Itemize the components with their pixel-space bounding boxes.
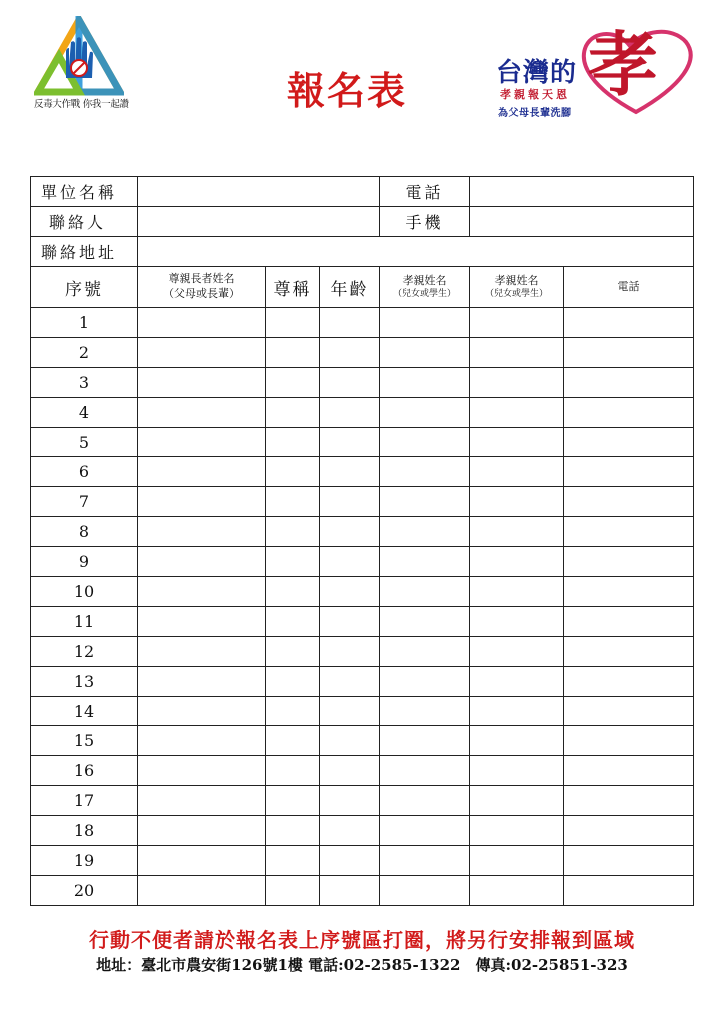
phone-cell[interactable] <box>564 606 694 636</box>
phone-cell[interactable] <box>564 547 694 577</box>
contact-address: 地址：臺北市農安街126號1樓 電話:02-2585-1322 傳真:02-25851-323 <box>96 956 628 974</box>
child-name-a-cell[interactable] <box>380 367 470 397</box>
child-name-a-cell[interactable] <box>380 816 470 846</box>
table-row <box>31 875 694 905</box>
child-name-a-cell[interactable] <box>380 636 470 666</box>
row-number: 18 <box>31 816 138 846</box>
age-cell[interactable] <box>320 308 380 338</box>
row-number: 15 <box>31 726 138 756</box>
accessibility-notice: 行動不便者請於報名表上序號區打圈，將另行安排報到區域 <box>89 928 635 952</box>
age-cell[interactable] <box>320 427 380 457</box>
row-number: 17 <box>31 786 138 816</box>
phone-input[interactable] <box>470 177 694 207</box>
unit-row <box>31 177 694 207</box>
row-number: 6 <box>31 457 138 487</box>
row-number: 1 <box>31 308 138 338</box>
title-cell[interactable] <box>266 875 320 905</box>
table-row <box>31 726 694 756</box>
table-row <box>31 547 694 577</box>
title-cell[interactable] <box>266 367 320 397</box>
seq-header: 序號 <box>31 267 138 308</box>
phone-cell[interactable] <box>564 337 694 367</box>
phone-cell[interactable] <box>564 666 694 696</box>
row-number: 2 <box>31 337 138 367</box>
elder-name-cell[interactable] <box>138 726 266 756</box>
contact-input[interactable] <box>138 207 380 237</box>
contact-label: 聯絡人 <box>31 207 138 237</box>
child-name-a-cell[interactable] <box>380 786 470 816</box>
table-row <box>31 517 694 547</box>
row-number: 8 <box>31 517 138 547</box>
row-number: 10 <box>31 577 138 607</box>
child-name-a-cell[interactable] <box>380 846 470 876</box>
age-cell[interactable] <box>320 547 380 577</box>
filial-piety-logo <box>488 24 700 120</box>
row-number: 14 <box>31 696 138 726</box>
phone-header: 電話 <box>564 267 694 308</box>
child-name-a-cell[interactable] <box>380 397 470 427</box>
child-name-a-cell[interactable] <box>380 457 470 487</box>
child-name-b-cell[interactable] <box>470 726 564 756</box>
title-cell[interactable] <box>266 427 320 457</box>
title-cell[interactable] <box>266 517 320 547</box>
row-number: 7 <box>31 487 138 517</box>
phone-label: 電話 <box>380 177 470 207</box>
age-cell[interactable] <box>320 517 380 547</box>
title-cell[interactable] <box>266 726 320 756</box>
row-number: 20 <box>31 875 138 905</box>
age-cell[interactable] <box>320 786 380 816</box>
title-cell[interactable] <box>266 457 320 487</box>
child-name-header-b <box>470 267 564 308</box>
elder-name-cell[interactable] <box>138 487 266 517</box>
title-cell[interactable] <box>266 696 320 726</box>
page-title: 報名表 <box>286 68 407 113</box>
child-name-b-line2: （兒女或學生） <box>485 289 549 300</box>
table-row <box>31 337 694 367</box>
title-cell[interactable] <box>266 487 320 517</box>
table-row <box>31 816 694 846</box>
table-row <box>31 308 694 338</box>
table-row <box>31 636 694 666</box>
title-cell[interactable] <box>266 397 320 427</box>
phone-cell[interactable] <box>564 427 694 457</box>
child-name-a-cell[interactable] <box>380 666 470 696</box>
title-cell[interactable] <box>266 547 320 577</box>
title-cell[interactable] <box>266 816 320 846</box>
table-row <box>31 606 694 636</box>
title-cell[interactable] <box>266 636 320 666</box>
title-cell[interactable] <box>266 666 320 696</box>
title-cell[interactable] <box>266 577 320 607</box>
age-header: 年齡 <box>320 267 380 308</box>
left-logo-caption: 反毒大作戰 你我一起讚 <box>34 99 129 110</box>
phone-cell[interactable] <box>564 308 694 338</box>
phone-cell[interactable] <box>564 367 694 397</box>
elder-name-cell[interactable] <box>138 846 266 876</box>
phone-cell[interactable] <box>564 846 694 876</box>
registration-table <box>30 176 694 906</box>
child-name-b-cell[interactable] <box>470 427 564 457</box>
mobile-input[interactable] <box>470 207 694 237</box>
row-number: 13 <box>31 666 138 696</box>
phone-cell[interactable] <box>564 756 694 786</box>
elder-name-cell[interactable] <box>138 457 266 487</box>
elder-name-cell[interactable] <box>138 875 266 905</box>
child-name-a-cell[interactable] <box>380 337 470 367</box>
phone-cell[interactable] <box>564 726 694 756</box>
table-row <box>31 457 694 487</box>
elder-name-cell[interactable] <box>138 577 266 607</box>
child-name-header-a <box>380 267 470 308</box>
age-cell[interactable] <box>320 577 380 607</box>
child-name-b-cell[interactable] <box>470 666 564 696</box>
mobile-label: 手機 <box>380 207 470 237</box>
phone-cell[interactable] <box>564 696 694 726</box>
table-row <box>31 397 694 427</box>
child-name-a-cell[interactable] <box>380 487 470 517</box>
child-name-b-cell[interactable] <box>470 487 564 517</box>
age-cell[interactable] <box>320 875 380 905</box>
unit-label: 單位名稱 <box>31 177 138 207</box>
table-row <box>31 577 694 607</box>
child-name-b-cell[interactable] <box>470 337 564 367</box>
child-name-b-cell[interactable] <box>470 696 564 726</box>
address-input[interactable] <box>138 237 694 267</box>
phone-cell[interactable] <box>564 786 694 816</box>
table-row <box>31 696 694 726</box>
table-row <box>31 666 694 696</box>
elder-name-cell[interactable] <box>138 786 266 816</box>
age-cell[interactable] <box>320 816 380 846</box>
child-name-a-line2: （兒女或學生） <box>393 289 457 300</box>
elder-name-cell[interactable] <box>138 337 266 367</box>
age-cell[interactable] <box>320 337 380 367</box>
age-cell[interactable] <box>320 666 380 696</box>
child-name-b-line1: 孝親姓名 <box>494 273 539 287</box>
child-name-a-cell[interactable] <box>380 696 470 726</box>
child-name-a-cell[interactable] <box>380 308 470 338</box>
age-cell[interactable] <box>320 397 380 427</box>
child-name-a-cell[interactable] <box>380 875 470 905</box>
row-number: 3 <box>31 367 138 397</box>
age-cell[interactable] <box>320 636 380 666</box>
age-cell[interactable] <box>320 606 380 636</box>
row-number: 16 <box>31 756 138 786</box>
phone-cell[interactable] <box>564 875 694 905</box>
elder-name-cell[interactable] <box>138 427 266 457</box>
child-name-a-cell[interactable] <box>380 606 470 636</box>
child-name-b-cell[interactable] <box>470 606 564 636</box>
title-cell[interactable] <box>266 786 320 816</box>
phone-cell[interactable] <box>564 816 694 846</box>
phone-cell[interactable] <box>564 457 694 487</box>
unit-input[interactable] <box>138 177 380 207</box>
row-number: 11 <box>31 606 138 636</box>
elder-name-cell[interactable] <box>138 666 266 696</box>
elder-name-cell[interactable] <box>138 816 266 846</box>
child-name-b-cell[interactable] <box>470 875 564 905</box>
anti-drug-logo <box>34 16 129 116</box>
elder-name-cell[interactable] <box>138 517 266 547</box>
child-name-b-cell[interactable] <box>470 308 564 338</box>
table-row <box>31 367 694 397</box>
age-cell[interactable] <box>320 726 380 756</box>
table-row <box>31 846 694 876</box>
elder-name-header-line2: （父母或長輩） <box>163 287 240 300</box>
phone-cell[interactable] <box>564 487 694 517</box>
taiwan-label: 台灣的 <box>496 58 578 88</box>
age-cell[interactable] <box>320 487 380 517</box>
child-name-b-cell[interactable] <box>470 786 564 816</box>
age-cell[interactable] <box>320 696 380 726</box>
elder-name-cell[interactable] <box>138 636 266 666</box>
elder-name-cell[interactable] <box>138 696 266 726</box>
phone-cell[interactable] <box>564 636 694 666</box>
logo-slogan-2: 為父母長輩洗腳 <box>498 108 572 119</box>
data-rows <box>31 308 694 906</box>
child-name-b-cell[interactable] <box>470 816 564 846</box>
elder-name-cell[interactable] <box>138 367 266 397</box>
elder-name-cell[interactable] <box>138 397 266 427</box>
elder-name-header <box>138 267 266 308</box>
phone-cell[interactable] <box>564 397 694 427</box>
title-cell[interactable] <box>266 337 320 367</box>
title-header: 尊稱 <box>266 267 320 308</box>
age-cell[interactable] <box>320 756 380 786</box>
column-header-row <box>31 267 694 308</box>
title-cell[interactable] <box>266 606 320 636</box>
table-row <box>31 756 694 786</box>
age-cell[interactable] <box>320 367 380 397</box>
table-row <box>31 487 694 517</box>
child-name-b-cell[interactable] <box>470 577 564 607</box>
title-cell[interactable] <box>266 756 320 786</box>
elder-name-header-line1: 尊親長者姓名 <box>168 272 235 286</box>
child-name-a-cell[interactable] <box>380 756 470 786</box>
child-name-a-cell[interactable] <box>380 547 470 577</box>
logo-slogan-1: 孝親報天恩 <box>500 88 570 101</box>
address-row <box>31 237 694 267</box>
title-cell[interactable] <box>266 846 320 876</box>
hand-triangle-logo-icon <box>34 16 124 96</box>
elder-name-cell[interactable] <box>138 547 266 577</box>
row-number: 9 <box>31 547 138 577</box>
child-name-b-cell[interactable] <box>470 457 564 487</box>
phone-cell[interactable] <box>564 577 694 607</box>
table-row <box>31 427 694 457</box>
child-name-b-cell[interactable] <box>470 756 564 786</box>
child-name-b-cell[interactable] <box>470 397 564 427</box>
phone-cell[interactable] <box>564 517 694 547</box>
title-cell[interactable] <box>266 308 320 338</box>
contact-row <box>31 207 694 237</box>
row-number: 12 <box>31 636 138 666</box>
filial-char: 孝 <box>588 23 658 106</box>
age-cell[interactable] <box>320 457 380 487</box>
child-name-b-cell[interactable] <box>470 636 564 666</box>
child-name-a-cell[interactable] <box>380 517 470 547</box>
elder-name-cell[interactable] <box>138 606 266 636</box>
elder-name-cell[interactable] <box>138 756 266 786</box>
child-name-b-cell[interactable] <box>470 517 564 547</box>
elder-name-cell[interactable] <box>138 308 266 338</box>
child-name-b-cell[interactable] <box>470 846 564 876</box>
address-label: 聯絡地址 <box>31 237 138 267</box>
row-number: 5 <box>31 427 138 457</box>
child-name-a-cell[interactable] <box>380 427 470 457</box>
age-cell[interactable] <box>320 846 380 876</box>
child-name-b-cell[interactable] <box>470 547 564 577</box>
child-name-a-cell[interactable] <box>380 726 470 756</box>
row-number: 4 <box>31 397 138 427</box>
child-name-a-line1: 孝親姓名 <box>402 273 447 287</box>
row-number: 19 <box>31 846 138 876</box>
child-name-b-cell[interactable] <box>470 367 564 397</box>
table-row <box>31 786 694 816</box>
child-name-a-cell[interactable] <box>380 577 470 607</box>
